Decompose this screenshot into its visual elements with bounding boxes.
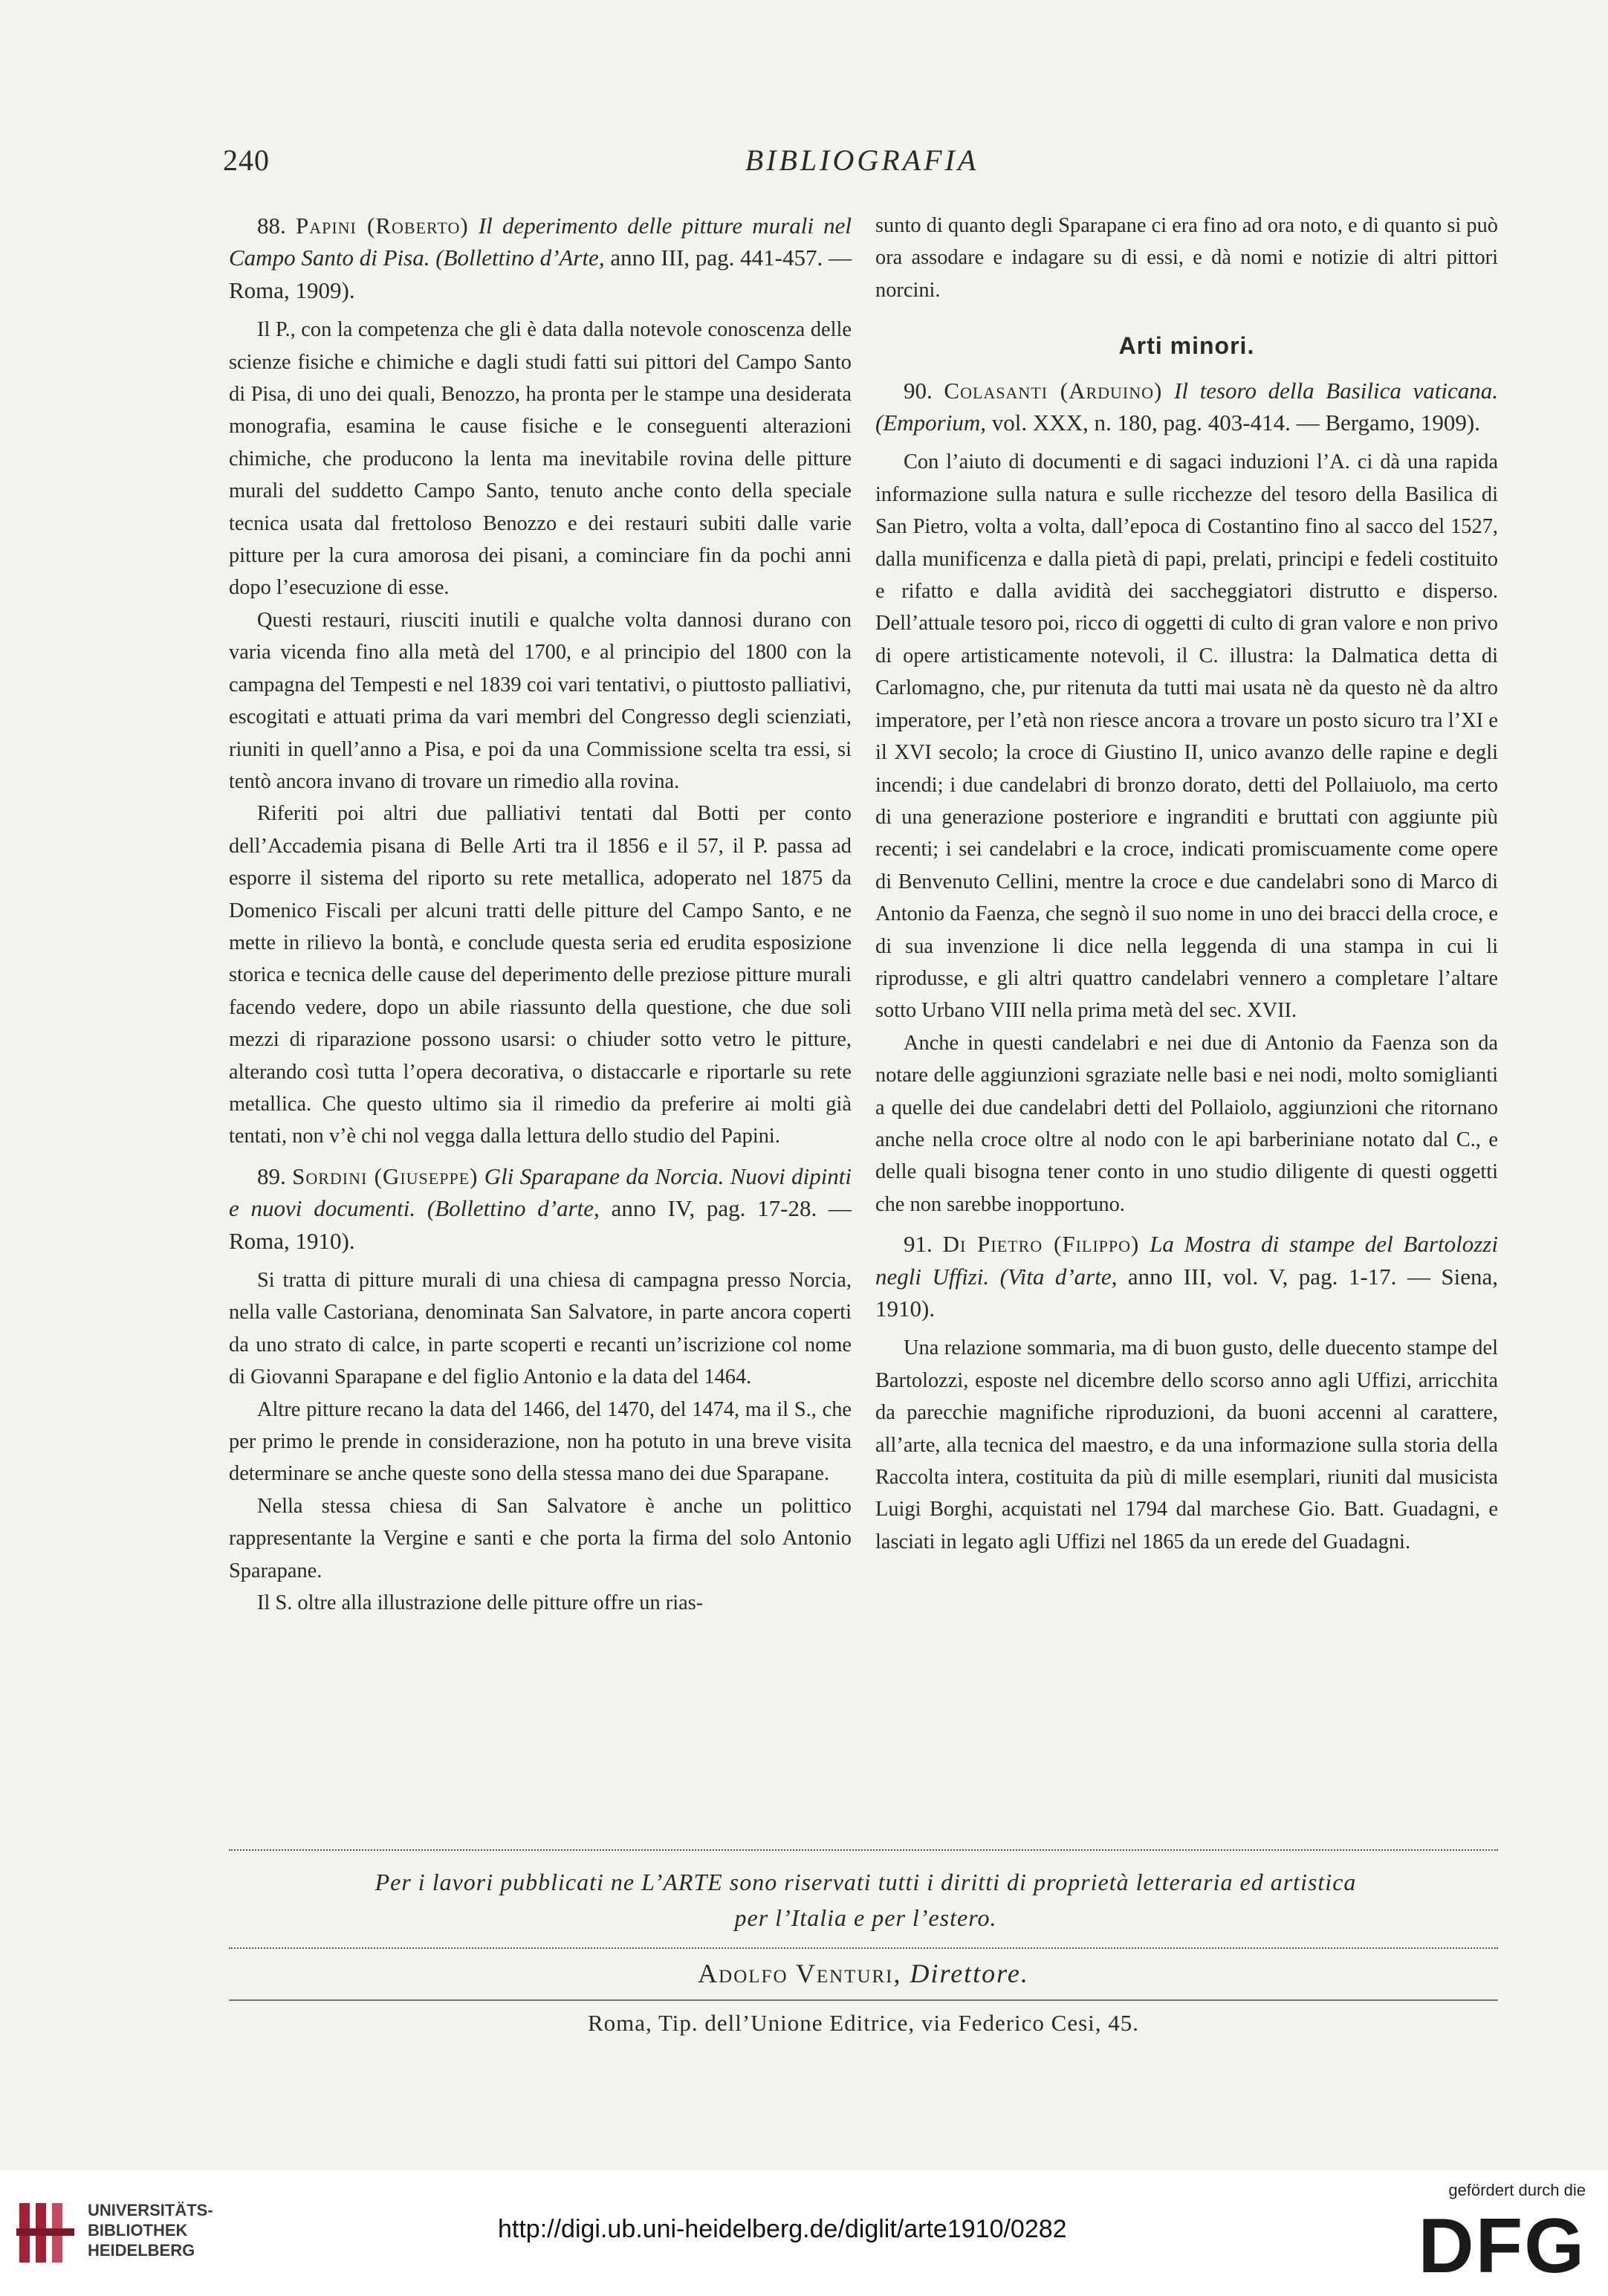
entry-89-citation <box>229 1160 852 1257</box>
entry-title: Gli Sparapane da Norcia. Nuovi dipinti e nuovi documenti. <box>229 1162 852 1222</box>
dfg-logo-icon: DFG <box>1418 2203 1586 2289</box>
page-number: 240 <box>223 143 270 177</box>
entry-88-paragraph: Riferiti poi altri due palliativi tentati dal Botti per conto dell’Accademia pisana di Belle Arti tra il 1856 e il 57, il P. passa ad esporre il sistema del riporto su rete metallica, adoperato nel 1875 da Domenico Fiscali per alcuni tratti delle pitture del Campo Santo, e ne mette in rilievo la bontà, e conclude questa seria ed erudita esposizione storica e tecnica delle cause del deperimento delle preziose pitture murali facendo vedere, dopo un abile riassunto della questione, che due soli mezzi di riparazione possono usarsi: o chiuder sotto vetro le pitture, alterando così tutta l’opera decorativa, o distaccarle e riportarle su rete metallica. Che questo ultimo sia il rimedio da preferire ai molti già tentati, non v’è chi nol vegga dalla lettura dello studio del Papini. <box>229 802 852 1148</box>
entry-91-paragraph: Una relazione sommaria, ma di buon gusto, delle duecento stampe del Bartolozzi, esposte nel dicembre dello scorso anno agli Uffizi, arricchita da parecchie magnifiche riproduzioni, da buoni accenni al carattere, all’arte, alla tecnica del maestro, e da una informazione sulla storia della Raccolta intera, costituita da più di mille esemplari, riuniti dal musicista Luigi Borghi, acquistati nel 1794 dal marchese Gio. Batt. Guadagni, e lasciati in legato agli Uffizi nel 1865 da un erede del Guadagni. <box>875 1336 1498 1553</box>
university-library-logo-icon <box>16 2199 77 2267</box>
section-heading: Arti minori. <box>1118 332 1255 360</box>
entry-author: Sordini (Giuseppe) <box>292 1162 479 1189</box>
entry-source: (Bollettino d’arte, <box>427 1195 600 1222</box>
rights-notice-line: Per i lavori pubblicati ne L’ARTE sono riservati tutti i diritti di proprietà letteraria ed artistica <box>375 1869 1357 1895</box>
entry-88-citation <box>229 210 852 306</box>
entry-91-citation <box>875 1228 1498 1325</box>
entry-details: anno III, pag. 441-457. — Roma, 1909). <box>229 245 852 303</box>
printer-imprint: Roma, Tip. dell’Unione Editrice, via Federico Cesi, 45. <box>587 2010 1140 2036</box>
entry-89-paragraph: Altre pitture recano la data del 1466, del 1470, del 1474, ma il S., che per primo le prende in considerazione, non ha potuto in una breve visita determinare se anche queste sono della stessa mano dei due Sparapane. <box>229 1397 852 1486</box>
dotted-divider <box>229 1947 1498 1949</box>
entry-89-paragraph: Il S. oltre alla illustrazione delle pitture offre un rias- <box>257 1591 704 1615</box>
entry-number: 91. <box>904 1231 933 1258</box>
library-name-line: BIBLIOTHEK <box>88 2221 188 2240</box>
continuation-paragraph: sunto di quanto degli Sparapane ci era fino ad ora noto, e di quanto si può ora assodare e indagare su di essi, e dà nomi e notizie di altri pittori norcini. <box>875 214 1498 302</box>
entry-details: anno III, vol. V, pag. 1-17. — Siena, 1910). <box>875 1263 1499 1322</box>
entry-author: Colasanti (Arduino) <box>944 377 1163 404</box>
permalink-url[interactable]: http://digi.ub.uni-heidelberg.de/diglit/arte1910/0282 <box>498 2215 1067 2243</box>
university-library-name <box>88 2200 213 2260</box>
rights-notice-line: per l’Italia e per l’estero. <box>734 1904 997 1931</box>
director-name: Adolfo Venturi, <box>698 1959 902 1988</box>
funding-caption: gefördert durch die <box>1448 2181 1586 2199</box>
entry-number: 88. <box>257 213 286 239</box>
entry-source: (Emporium, <box>875 410 986 436</box>
entry-90-paragraph: Con l’aiuto di documenti e di sagaci induzioni l’A. ci dà una rapida informazione sulla natura e sulle ricchezze del tesoro della Basilica di San Pietro, volta a volta, dall’epoca di Costantino fino al sacco del 1527, dalla munificenza e dalla pietà di papi, prelati, principi e fedeli costituito e rifatto e dalla avidità dei saccheggiatori distrutto e disperso. Dell’attuale tesoro poi, ricco di oggetti di culto di gran valore e non privo di opere artisticamente notevoli, il C. illustra: la Dalmatica detta di Carlomagno, che, pur ritenuta da tutti mai usata nè da questo nè da altro imperatore, per l’età non riesce ancora a trovare un posto sicuro tra l’XI e il XVI secolo; la croce di Giustino II, unico avanzo delle rapine e degli incendi; i due candelabri di bronzo dorato, detti del Pollaiuolo, ma certo di una generazione posteriore e ingranditi e bruttati con aggiunte più recenti; i sei candelabri e la croce, indicati promiscuamente come opere di Benvenuto Cellini, mentre la croce e due candelabri sono di Marco di Antonio da Faenza, che segnò il suo nome in uno dei bracci della croce, e di sua invenzione li dice nella leggenda di una stampa in cui li riprodusse, e gli altri quattro candelabri vennero a completare l’altare sotto Urbano VIII nella prima metà del sec. XVII. <box>875 450 1498 1023</box>
entry-title: Il tesoro della Basilica vaticana. <box>1174 377 1499 404</box>
entry-author: Di Pietro (Filippo) <box>942 1231 1140 1258</box>
entry-details: anno IV, pag. 17-28. — Roma, 1910). <box>229 1195 852 1254</box>
entry-source: (Vita d’arte, <box>999 1263 1118 1290</box>
entry-details: vol. XXX, n. 180, pag. 403-414. — Bergamo, 1909). <box>991 410 1480 436</box>
entry-89-paragraph: Nella stessa chiesa di San Salvatore è anche un polittico rappresentante la Vergine e santi e che porta la firma del solo Antonio Sparapane. <box>229 1494 852 1582</box>
entry-title: La Mostra di stampe del Bartolozzi negli Uffizi. <box>875 1231 1498 1290</box>
library-name-line: UNIVERSITÄTS- <box>88 2201 213 2219</box>
right-column <box>875 210 1498 1558</box>
entry-90-citation <box>875 375 1498 439</box>
director-role: Direttore. <box>910 1959 1029 1988</box>
entry-author: Papini (Roberto) <box>295 213 469 239</box>
rule-divider <box>229 1999 1498 2001</box>
entry-89-paragraph: Si tratta di pitture murali di una chiesa di campagna presso Norcia, nella valle Castoriana, denominata San Salvatore, in parte ancora coperti da uno strato di calce, in parte scoperti e recanti un’iscrizione col nome di Giovanni Sparapane e del figlio Antonio e la data del 1464. <box>229 1269 852 1389</box>
digitization-banner <box>0 2170 1608 2296</box>
entry-title: Il deperimento delle pitture murali nel Campo Santo di Pisa. <box>229 213 852 271</box>
dotted-divider <box>229 1849 1498 1851</box>
library-name-line: HEIDELBERG <box>88 2241 195 2260</box>
entry-number: 90. <box>904 377 933 404</box>
running-title: BIBLIOGRAFIA <box>745 143 979 177</box>
running-head <box>223 143 1501 187</box>
entry-88-paragraph: Questi restauri, riusciti inutili e qualche volta dannosi durano con varia vicenda fino alla metà del 1700, e al principio del 1800 con la campagna del Tempesti e nel 1839 coi vari tentativi, o piuttosto palliativi, escogitati e attuati prima da vari membri del Congresso degli scienziati, riuniti in quell’anno a Pisa, e poi da una Commissione scelta tra essi, si tentò ancora invano di trovare un rimedio alla rovina. <box>229 608 852 793</box>
entry-88-paragraph: Il P., con la competenza che gli è data dalla notevole conoscenza delle scienze fisiche e chimiche e dagli studi fatti sui pittori del Campo Santo di Pisa, di uno dei quali, Benozzo, ha pronta per le stampe una desiderata monografia, esamina le cause fisiche e le conseguenti alterazioni chimiche, che producono la lenta ma inevitabile rovina delle pitture murali del suddetto Campo Santo, tenuto anche conto della speciale tecnica usata dal frettoloso Benozzo e dei restauri subiti dalle varie pitture per la cura amorosa dei pisani, a cominciare fin da pochi anni dopo l’esecuzione di esse. <box>229 318 852 600</box>
entry-number: 89. <box>257 1162 286 1189</box>
director-line <box>229 1958 1498 1989</box>
rights-notice <box>245 1864 1486 1936</box>
entry-source: (Bollettino d’Arte, <box>435 245 605 271</box>
entry-90-paragraph: Anche in questi candelabri e nei due di Antonio da Faenza son da notare delle aggiunzioni sgraziate nelle basi e nei nodi, molto somiglianti a quelle dei due candelabri detti del Pollaiolo, aggiunzioni che ritornano anche nella croce oltre al nodo con le api barberiniane notato dal C., e delle quali bisogna tener conto in uno studio diligente di questi oggetti che non sarebbe inopportuno. <box>875 1031 1498 1216</box>
left-column <box>229 210 852 1619</box>
